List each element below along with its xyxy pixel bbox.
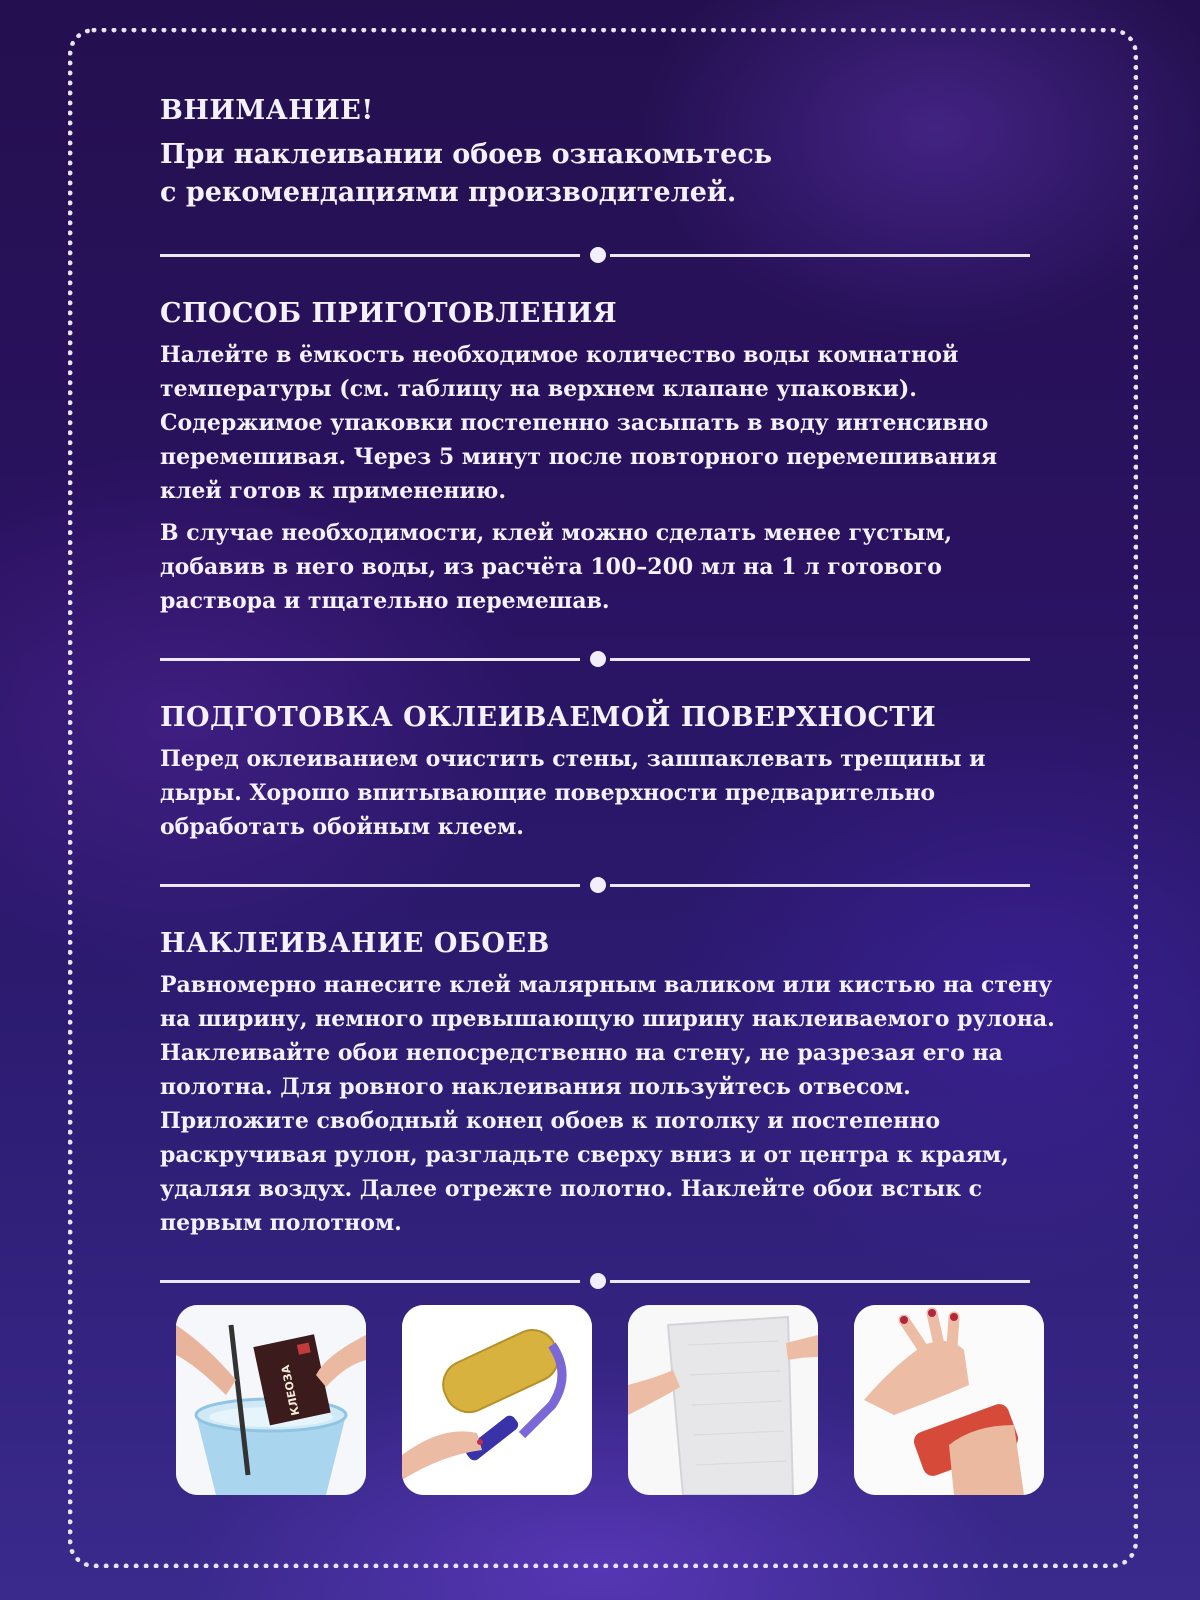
smoothing-wallpaper-illustration [854,1305,1044,1495]
surface-paragraph-1: Перед оклеиванием очистить стены, зашпаклевать трещины и дыры. Хорошо впитывающие поверхности предварительно обработать обойным клеем. [160,746,986,840]
warning-section [160,92,1060,212]
applying-paragraph-1: Равномерно нанесите клей малярным валиком или кистью на стену на ширину, немного превышающую ширину наклеиваемого рулона. Наклеивайте обои непосредственно на стену, не разрезая его на полотна. Для ровного наклеивания пользуйтесь отвесом. Приложите свободный конец обоев к потолку и постепенно раскручивая рулон, разгладьте сверху вниз и от центра к краям, удаляя воздух. Далее отрежте полотно. Наклейте обои встык с первым полотном. [160,972,1055,1236]
warning-title: ВНИМАНИЕ! [160,95,374,126]
applying-title: НАКЛЕИВАНИЕ ОБОЕВ [160,928,550,959]
hanging-wallpaper-illustration [628,1305,818,1495]
preparation-title: СПОСОБ ПРИГОТОВЛЕНИЯ [160,298,618,329]
preparation-section [160,296,1060,618]
warning-text-line1: При наклеивании обоев ознакомьтесь [160,139,773,170]
surface-section [160,700,1060,844]
instruction-photos [176,1305,1046,1495]
divider [160,876,1060,896]
mixing-glue-illustration [176,1305,366,1495]
applying-section [160,926,1060,1240]
preparation-paragraph-1: Налейте в ёмкость необходимое количество воды комнатной температуры (см. таблицу на верхнем клапане упаковки). Содержимое упаковки постепенно засыпать в воду интенсивно перемешивая. Через 5 минут после повторного перемешивания клей готов к применению. [160,342,998,504]
photo-mixing-glue [176,1305,366,1495]
preparation-paragraph-2: В случае необходимости, клей можно сделать менее густым, добавив в него воды, из расчёта 100–200 мл на 1 л готового раствора и тщательно перемешав. [160,520,953,614]
divider [160,1272,1060,1292]
paint-roller-illustration [402,1305,592,1495]
surface-title: ПОДГОТОВКА ОКЛЕИВАЕМОЙ ПОВЕРХНОСТИ [160,702,937,733]
divider [160,246,1060,266]
photo-roller [402,1305,592,1495]
divider [160,650,1060,670]
photo-hanging-wallpaper [628,1305,818,1495]
package-label: КЛЕОЗА [278,1363,303,1417]
warning-text-line2: с рекомендациями производителей. [160,177,737,208]
instructions-content [160,88,1060,1322]
photo-smoothing [854,1305,1044,1495]
